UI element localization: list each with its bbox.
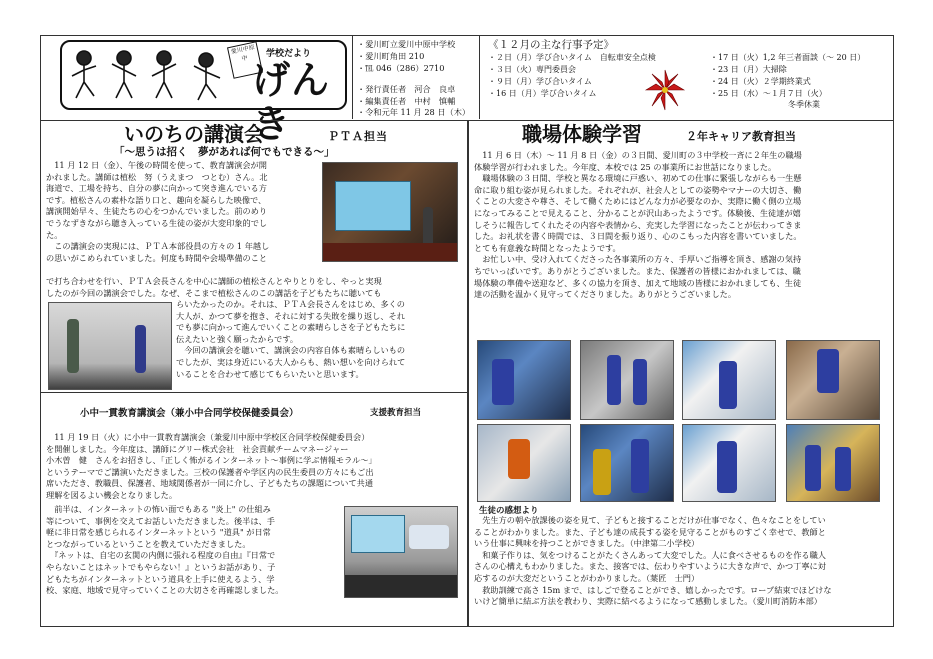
article-work-charge: ２年キャリア教育担当: [686, 130, 796, 143]
schedule-item: ・９日（月）学び合いタイム: [488, 77, 592, 86]
article-life-subtitle: 「～思うは招く 夢があれば何でもできる～」: [114, 146, 335, 158]
work-photo-2: [580, 340, 674, 420]
article-life-title: いのちの講演会: [124, 122, 264, 146]
work-photo-6: [580, 424, 674, 502]
left-divider: [40, 392, 467, 393]
publisher-line: ・℡ 046（286）2710: [357, 63, 445, 73]
schedule-item: ・２日（月）学び合いタイム 自転車安全点検: [488, 53, 656, 62]
poinsettia-icon: [642, 68, 688, 112]
article-life-text-right: らいたかったのか。それは、ＰＴＡ会長さんをはじめ、多くの 大人が、かつて夢を抱き、それに対する失敗を繰り返し、それ でも夢に向かって進んでいくことの素晴らしさを子どもたちに 伝えたいと強く願ったからです。 今回の講演会を聴いて、講演会の内容自体も素晴らしいもの でしたが、実は身近にいる大人からも、熱い想いを向けられて いることを合わせて感じてもらいたいと思います。: [176, 299, 406, 379]
schedule-item: 冬季休業: [788, 100, 820, 109]
lecture-stage-photo: [48, 302, 172, 390]
masthead-subtitle: 学校だより: [266, 49, 312, 59]
lecture-screen-photo: [322, 162, 458, 262]
schedule-item: ・３日（火）専門委員会: [488, 65, 576, 74]
article-life-text: 11 月 12 日（金）、午後の時間を使って、教育講演会が開 かれました。講師は植松 努（うえまつ つとむ）さん。北 海道で、工場を持ち、自分の夢に向かって突き進んでいる方 です。植松さんの素朴な語り口と、趣向を凝らした映像で、 講演開始早々、生徒たちの心をつかんでいました。前のめり でうなずきながら聴き入っている生徒の姿が大変印象的でし た。 この講演会の実現には、ＰＴＡ本部役員の方々の 1 年越し の思いがこめられていました。何度も時間や会場準備のこと: [46, 160, 270, 263]
publisher-line: ・発行責任者 河合 良卓: [357, 84, 456, 94]
schedule-item: ・16 日（月）学び合いタイム: [488, 89, 597, 98]
work-photo-7: [682, 424, 776, 502]
publisher-info: [352, 36, 480, 119]
work-photo-5: [477, 424, 571, 502]
article-life-charge: ＰＴＡ担当: [328, 130, 388, 143]
schedule: [482, 36, 890, 118]
article-net-charge: 支援教育担当: [370, 408, 422, 418]
masthead-title: げんき: [252, 58, 331, 146]
net-lecture-photo: [344, 506, 458, 598]
publisher-line: ・愛川町角田 210: [357, 51, 425, 61]
schedule-item: ・17 日（火）1,2 年三者面談（～ 20 日）: [710, 53, 866, 62]
article-life-text-wide: で打ち合わせを行い、ＰＴＡ会長さんを中心に講師の植松さんとやりとりをし、やっと実現 したのが今回の講演会でした。なぜ、そこまで植松さんのこの講話を子どもたちに聴いても: [46, 276, 382, 298]
article-net-text-narrow: 前半は、インターネットの怖い面でもある "炎上" の仕組み 等について、事例を交えてお話しいただきました。後半は、手 軽に非日常を感じられるインターネットという "道具" が日常 とつながっているということを教えていただきました。 『ネットは、自宅の玄関の内側に張れる程度の自由』『日常で やらないことはネットでもやらない！』というお話があり、子 どもたちがインターネットという道具を上手に使えるよう、学 校、家庭、地域で見守っていくことの大切さを再確認しました。: [46, 504, 284, 596]
schedule-item: ・23 日（月）大掃除: [710, 65, 787, 74]
publisher-line: ・愛川町立愛川中原中学校: [357, 39, 456, 49]
article-net-title: 小中一貫教育講演会（兼小中合同学校保健委員会）: [80, 408, 299, 419]
schedule-item: ・25 日（水）～１月７日（火）: [710, 89, 827, 98]
work-photo-3: [682, 340, 776, 420]
publisher-line: ・編集責任者 中村 慎輔: [357, 96, 456, 106]
work-photo-4: [786, 340, 880, 420]
article-net-text: 11 月 19 日（火）に小中一貫教育講演会（兼愛川中原中学校区合同学校保健委員会） を開催しました。今年度は、講師にグリー株式会社 社会貢献チームマネージャー 小木曽 健 さんをお招きし、「正しく怖がるインターネット～事例に学ぶ情報モラル～」 というテーマでご講演いただきました。三校の保護者や学区内の民生委員の方々にもご出 席いただき、教職員、保護者、地域関係者が一同に介し、子どもたちの課題について共通 理解を図るよい機会となりました。: [46, 432, 377, 500]
article-work-text: 11 月 6 日（木）～ 11 月 8 日（金）の３日間、愛川町の３中学校一斉に２年生の職場 体験学習が行われました。今年度、本校では 25 の事業所にお世話になりました。 職場体験の３日間、学校と異なる環境に戸惑い、初めての仕事に緊張しながらも一生懸 命に取り組む姿が見られました。それぞれが、社会人としての姿勢やマナーの大切さ、働 くことの大変さや尊さ、そして働くためにはどんな力が必要なのか、実際に働く側の立場 になってみることで見えること、分かることが沢山あったようです。体験後、生徒達が嬉 しそうに報告してくれたその内容や表情から、充実した学習になったことが伝わってきま した。お礼状を書く時間では、３日間を振り返り、心のこもった内容を書いていました。 とても有意義な時間となったようです。 お忙しい中、受け入れてくださった各事業所の方々、手厚いご指導を頂き、感謝の気持 ちでいっぱいです。ありがとうございました。また、保護者の皆様におかれましては、職 場体験の準備や送迎など、多くの協力を頂き、加えて地域の皆様におかれましても、生徒 達の活動を温かく見守ってくださりました。ありがとうございました。: [474, 150, 802, 300]
work-photo-8: [786, 424, 880, 502]
article-work-title: 職場体験学習: [522, 122, 642, 146]
work-photo-1: [477, 340, 571, 420]
impressions-title: 生徒の感想より: [479, 506, 539, 516]
publisher-line: ・令和元年 11 月 28 日（木）: [357, 107, 471, 117]
schedule-item: ・24 日（火）２学期終業式: [710, 77, 811, 86]
badge: 愛川中原中: [227, 41, 263, 79]
children-illustration: [66, 48, 236, 104]
schedule-title: 《１２月の主な行事予定》: [488, 39, 614, 51]
impressions-text: 先生方の朝や放課後の姿を見て、子どもと接することだけが仕事でなく、色々なことをしてい ることがわかりました。また、子ども達の成長する姿を見守ることがものすごく幸せで、教師と いう仕事に興味を持つことができました。（中津第二小学校） 和菓子作りは、気をつけることがたくさんあって大変でした。人に食べさせるものを作る職人 さんの心構えもわかりました。また、接客では、伝わりやすいように大きな声で、かつ丁寧に対 応するのが大変だということがわかりました。（葉匠 士門） 救助訓練で高さ 15m まで、はしごで登ることができ、嬉しかったです。ロープ結束でほどけな いけど簡単に結ぶ方法を教わり、実際に結べるようになって感動しました。（愛川町消防本部）: [474, 515, 832, 607]
